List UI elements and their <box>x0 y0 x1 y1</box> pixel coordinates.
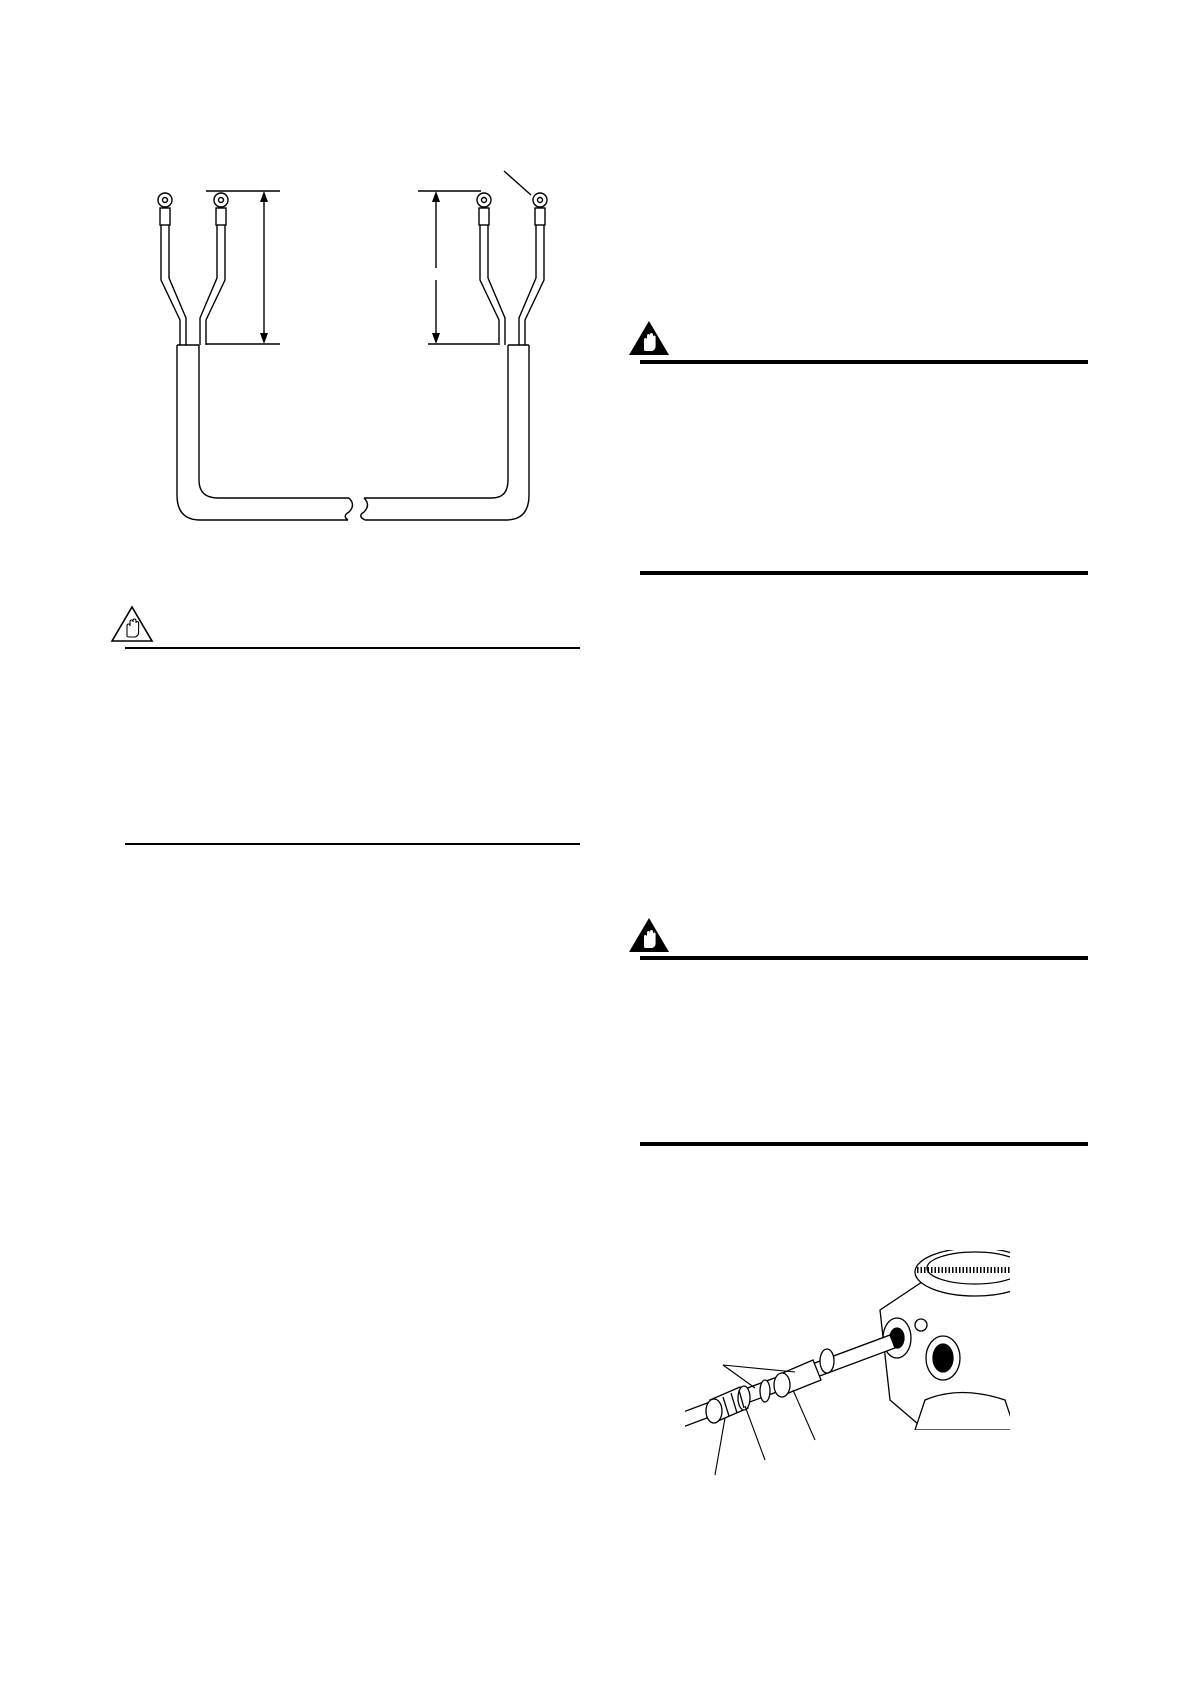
warning-hand-icon <box>628 320 670 356</box>
warning-notice <box>628 320 1088 580</box>
cable-gland-assembly-drawing-icon <box>685 1250 1015 1480</box>
cable-diagram <box>120 150 590 540</box>
warning-notice <box>628 917 1088 1152</box>
warning-bottom-rule <box>640 1142 1088 1146</box>
caution-top-rule <box>125 647 580 649</box>
warning-bottom-rule <box>640 571 1088 575</box>
caution-notice <box>110 605 580 845</box>
warning-hand-icon <box>628 917 670 953</box>
warning-top-rule <box>640 956 1088 960</box>
cable-lead-diagram-icon <box>120 150 590 540</box>
caution-bottom-rule <box>125 843 580 845</box>
gland-assembly-figure <box>685 1250 1015 1480</box>
warning-top-rule <box>640 360 1088 364</box>
caution-hand-icon <box>110 605 154 643</box>
